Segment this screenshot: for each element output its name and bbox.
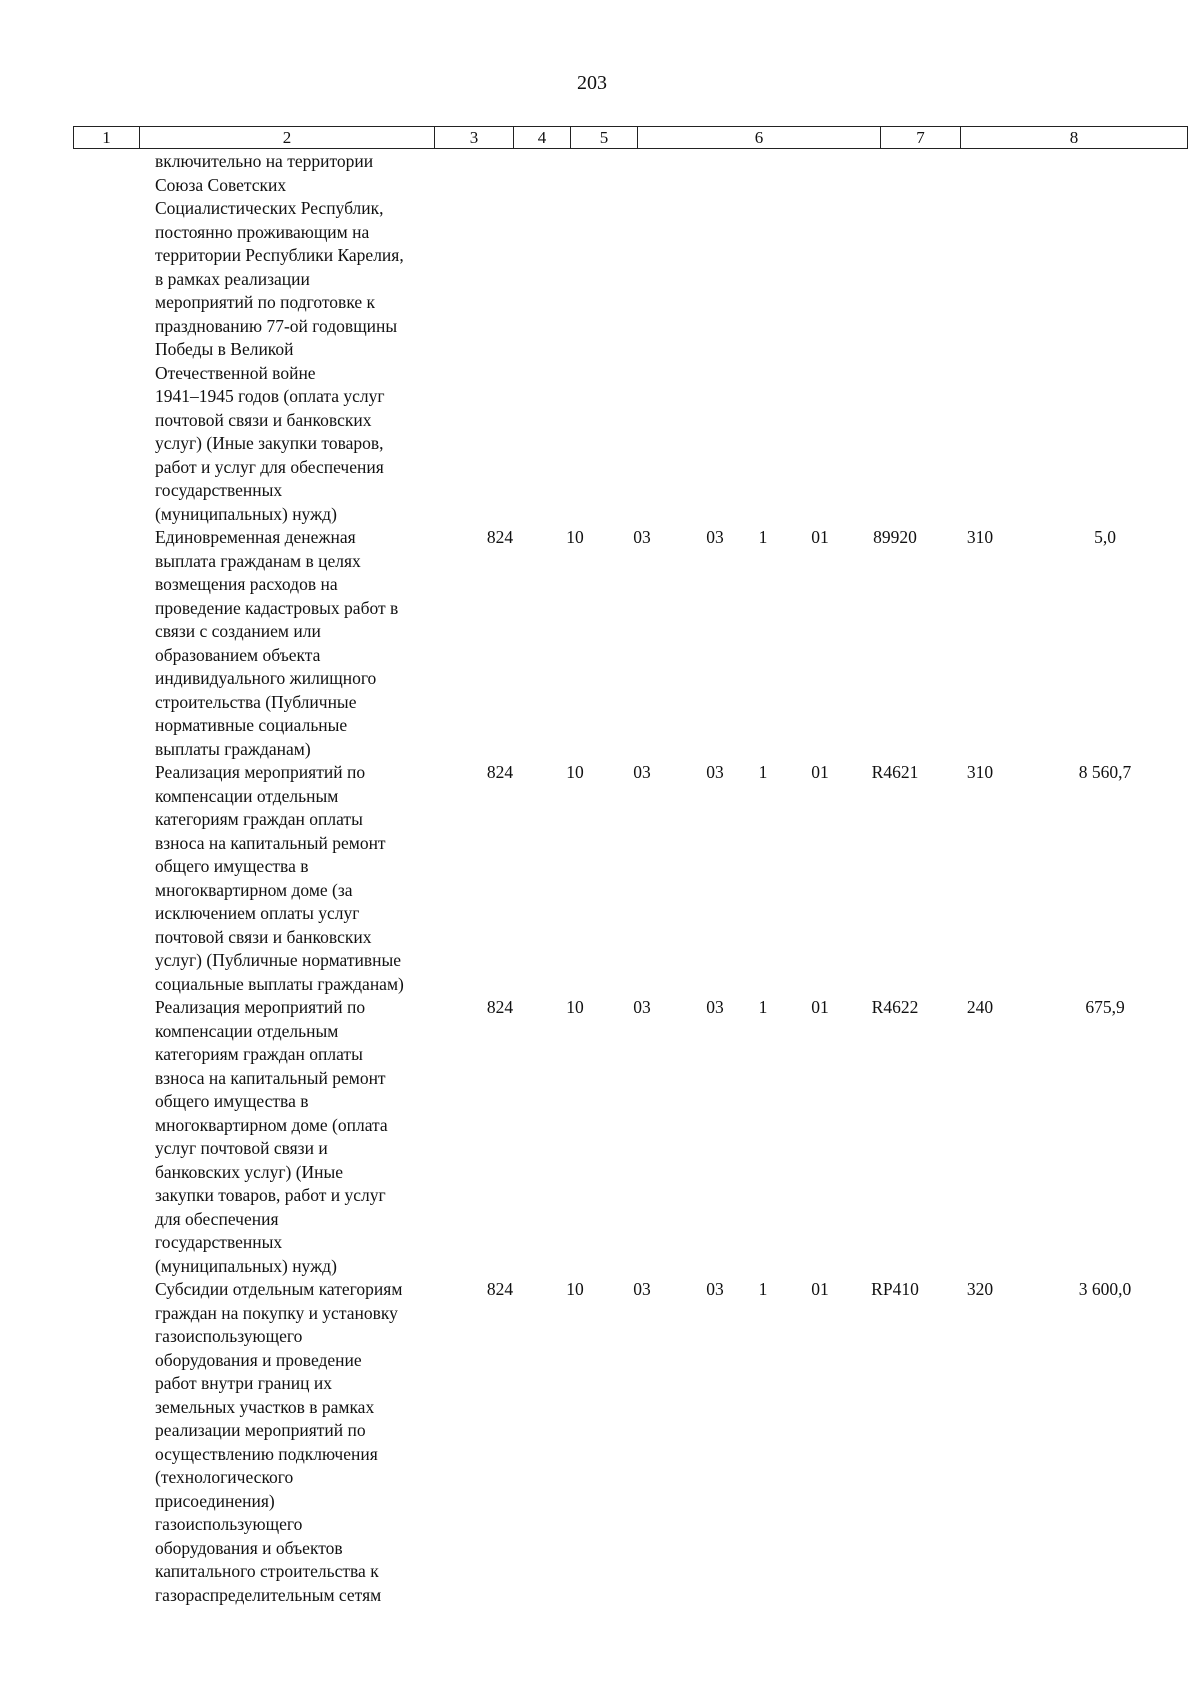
column-header-table: [73, 126, 1188, 149]
cell-target-subprogram: 1: [758, 527, 768, 547]
header-col-6: 6: [638, 127, 881, 149]
table-row: [0, 996, 1200, 1278]
table-row: [0, 526, 1200, 761]
row-description: Реализация мероприятий по компенсации отдельным категориям граждан оплаты взноса на капитальный ремонт общего имущества в многоквартирном доме (за исключением оплаты услуг почтовой связи и банковских услуг) (Публичные нормативные социальные выплаты гражданам): [155, 762, 404, 994]
table-row: [0, 1278, 1200, 1607]
cell-section: 10: [566, 527, 584, 547]
cell-subsection: 03: [633, 997, 651, 1017]
cell-amount: 8 560,7: [1078, 762, 1132, 782]
cell-target-main-activity: 01: [811, 997, 829, 1017]
row-description: Единовременная денежная выплата гражданам в целях возмещения расходов на проведение кадастровых работ в связи с созданием или образованием объекта индивидуального жилищного строительства (Публичные нормативные социальные выплаты гражданам): [155, 527, 399, 759]
cell-target-main-activity: 01: [811, 762, 829, 782]
cell-amount: 5,0: [1094, 527, 1116, 547]
header-col-7: 7: [881, 127, 961, 149]
cell-admin-code: 824: [486, 527, 514, 547]
header-row: [74, 127, 1188, 149]
cell-amount: 3 600,0: [1078, 1279, 1132, 1299]
page-number: 203: [577, 72, 607, 94]
cell-section: 10: [566, 1279, 584, 1299]
cell-amount: 675,9: [1085, 997, 1125, 1017]
cell-target-direction: RP410: [871, 1279, 919, 1299]
cell-section: 10: [566, 762, 584, 782]
cell-target-subprogram: 1: [758, 762, 768, 782]
row-description: Реализация мероприятий по компенсации отдельным категориям граждан оплаты взноса на капитальный ремонт общего имущества в многоквартирном доме (оплата услуг почтовой связи и банковских услуг) (Иные закупки товаров, работ и услуг для обеспечения государственных (муниципальных) нужд): [155, 997, 388, 1276]
cell-target-subprogram: 1: [758, 997, 768, 1017]
header-col-2: 2: [140, 127, 435, 149]
cell-expense-type: 320: [966, 1279, 994, 1299]
cell-target-direction: R4622: [871, 997, 919, 1017]
cell-target-program: 03: [706, 997, 724, 1017]
row-description: Субсидии отдельным категориям граждан на покупку и установку газоиспользующего оборудования и проведение работ внутри границ их земельных участков в рамках реализации мероприятий по осуществлению подключения (технологического присоединения) газоиспользующего оборудования и объектов капитального строительства к газораспределительным сетям: [155, 1279, 403, 1605]
table-row: [0, 150, 1200, 526]
cell-target-program: 03: [706, 1279, 724, 1299]
cell-subsection: 03: [633, 762, 651, 782]
table-body: [0, 150, 1200, 1607]
cell-expense-type: 310: [966, 762, 994, 782]
cell-target-direction: 89920: [873, 527, 917, 547]
header-col-1: 1: [74, 127, 140, 149]
cell-target-direction: R4621: [871, 762, 919, 782]
cell-target-main-activity: 01: [811, 1279, 829, 1299]
cell-section: 10: [566, 997, 584, 1017]
cell-admin-code: 824: [486, 762, 514, 782]
cell-expense-type: 240: [966, 997, 994, 1017]
cell-admin-code: 824: [486, 1279, 514, 1299]
header-col-4: 4: [514, 127, 571, 149]
cell-subsection: 03: [633, 527, 651, 547]
row-description: включительно на территории Союза Советских Социалистических Республик, постоянно проживающим на территории Республики Карелия, в рамках реализации мероприятий по подготовке к празднованию 77-ой годовщины Победы в Великой Отечественной войне 1941–1945 годов (оплата услуг почтовой связи и банковских услуг) (Иные закупки товаров, работ и услуг для обеспечения государственных (муниципальных) нужд): [155, 151, 404, 524]
cell-subsection: 03: [633, 1279, 651, 1299]
table-row: [0, 761, 1200, 996]
cell-target-subprogram: 1: [758, 1279, 768, 1299]
cell-expense-type: 310: [966, 527, 994, 547]
header-col-5: 5: [571, 127, 638, 149]
cell-admin-code: 824: [486, 997, 514, 1017]
cell-target-program: 03: [706, 762, 724, 782]
header-col-8: 8: [961, 127, 1188, 149]
cell-target-program: 03: [706, 527, 724, 547]
header-col-3: 3: [435, 127, 514, 149]
cell-target-main-activity: 01: [811, 527, 829, 547]
